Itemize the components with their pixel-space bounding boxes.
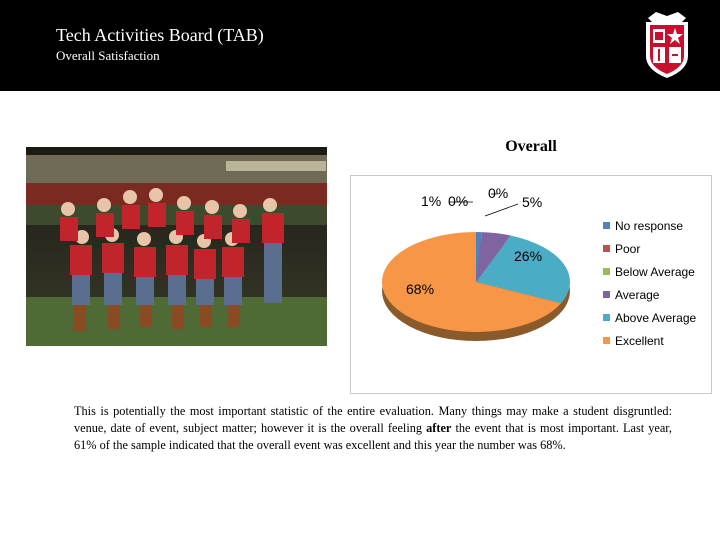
body-text-part1: This is potentially the most important statistic of the entire evaluation. Many things may make a student disgruntled: venue, date of event, subject matter; however it is the overall feeling [74,404,672,435]
data-label-poor: 0% [448,193,469,209]
data-label-below-average: 0% [488,185,509,201]
data-label-excellent: 68% [406,281,435,297]
legend-label-excellent: Excellent [615,334,664,348]
chart-area [350,175,712,394]
chart-title: Overall [505,138,557,155]
legend-label-poor: Poor [615,242,641,256]
page-title: Tech Activities Board (TAB) [56,25,264,45]
data-label-no-response: 1% [421,193,442,209]
legend-swatch-average [603,291,610,298]
legend-label-below-average: Below Average [615,265,695,279]
legend-swatch-above-average [603,314,610,321]
legend-swatch-poor [603,245,610,252]
page-subtitle: Overall Satisfaction [56,48,160,63]
legend-swatch-excellent [603,337,610,344]
legend-swatch-below-average [603,268,610,275]
body-text-part2: the event that is most important. Last year, 61% of the sample indicated that the overall event was excellent and this year the number was 68%. [74,421,672,452]
data-label-average: 5% [522,194,543,210]
leader-line [485,204,518,216]
legend-label-average: Average [615,288,660,302]
data-label-above-average: 26% [514,248,543,264]
legend-label-above-average: Above Average [615,311,697,325]
body-paragraph [74,403,672,454]
group-photo-icon [26,147,327,346]
pie-chart [351,176,713,395]
body-text-bold: after [426,421,452,435]
group-photo [26,147,327,346]
university-logo-icon [642,10,692,80]
legend-swatch-no-response [603,222,610,229]
legend-label-no-response: No response [615,219,684,233]
header-bar [0,0,720,91]
